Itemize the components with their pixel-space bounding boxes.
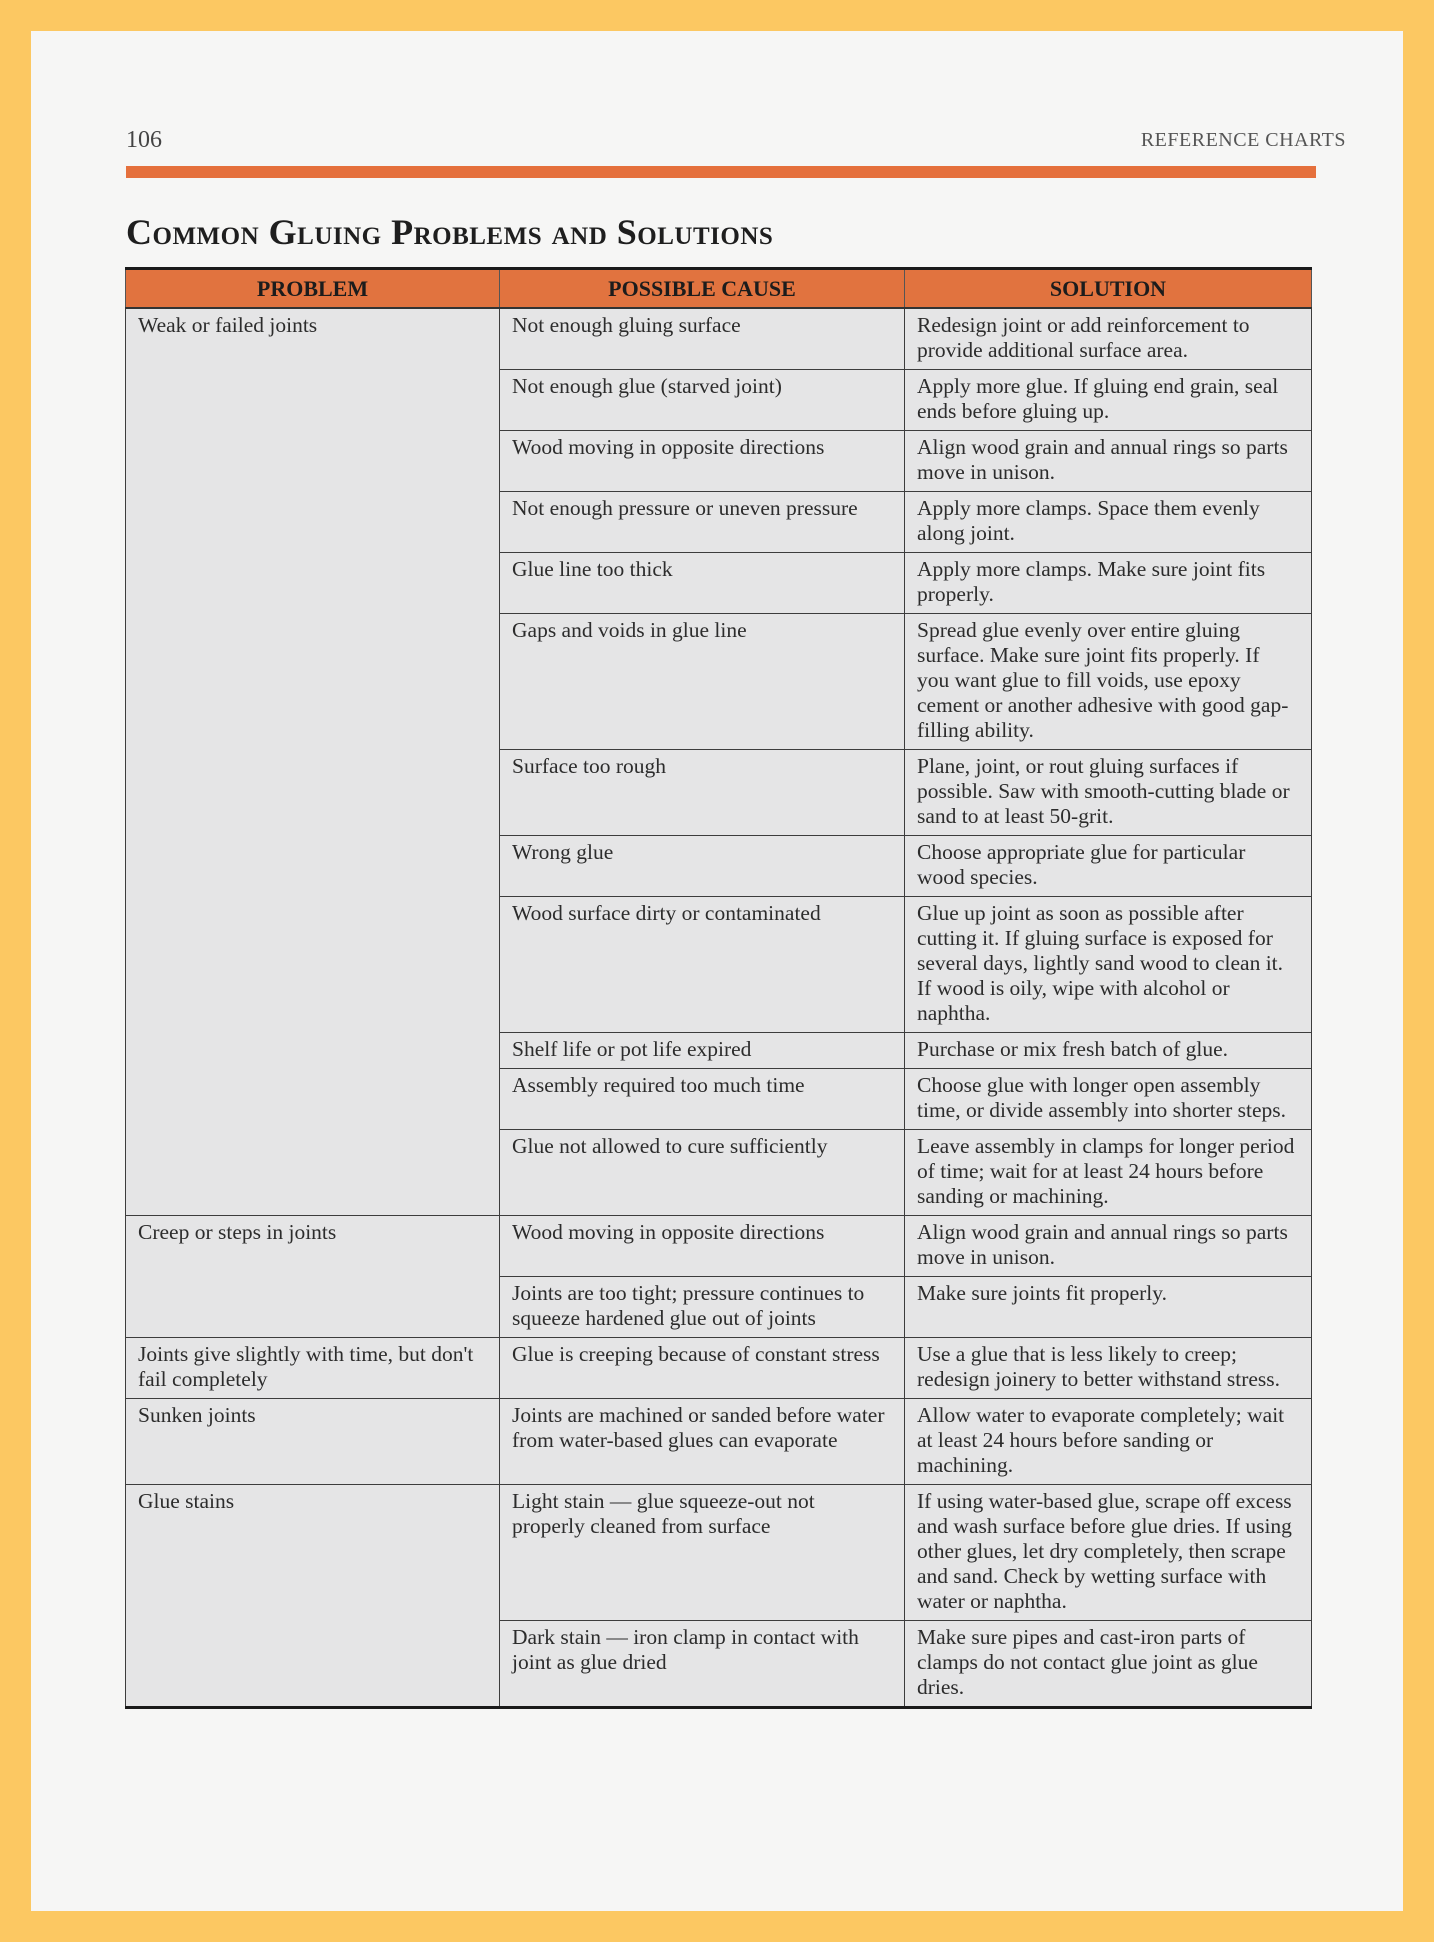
cause-cell: Wrong glue <box>500 836 905 897</box>
cause-cell: Assembly required too much time <box>500 1069 905 1130</box>
cause-cell: Dark stain — iron clamp in contact with joint as glue dried <box>500 1621 905 1708</box>
column-header-cause: POSSIBLE CAUSE <box>500 269 905 309</box>
header-rule <box>126 166 1316 178</box>
solution-cell: Leave assembly in clamps for longer period of time; wait for at least 24 hours before sanding or machining. <box>905 1130 1312 1216</box>
solution-cell: Redesign joint or add reinforcement to provide additional surface area. <box>905 308 1312 370</box>
cause-cell: Not enough pressure or uneven pressure <box>500 492 905 553</box>
table-row <box>126 1485 1312 1621</box>
page-header <box>126 127 1346 187</box>
solution-cell: Choose appropriate glue for particular wood species. <box>905 836 1312 897</box>
section-label: REFERENCE CHARTS <box>1140 129 1346 151</box>
solution-cell: Align wood grain and annual rings so parts move in unison. <box>905 1216 1312 1277</box>
table-header-row <box>126 269 1312 309</box>
solution-cell: Glue up joint as soon as possible after cutting it. If gluing surface is exposed for several days, lightly sand wood to clean it. If wood is oily, wipe with alcohol or naphtha. <box>905 897 1312 1033</box>
solution-cell: Choose glue with longer open assembly time, or divide assembly into shorter steps. <box>905 1069 1312 1130</box>
gluing-problems-table <box>125 267 1311 1709</box>
cause-cell: Glue not allowed to cure sufficiently <box>500 1130 905 1216</box>
cause-cell: Glue is creeping because of constant stress <box>500 1338 905 1399</box>
cause-cell: Wood surface dirty or contaminated <box>500 897 905 1033</box>
cause-cell: Wood moving in opposite directions <box>500 431 905 492</box>
table-row <box>126 1216 1312 1277</box>
page-number: 106 <box>126 127 162 153</box>
solution-cell: Apply more clamps. Make sure joint fits properly. <box>905 553 1312 614</box>
cause-cell: Surface too rough <box>500 750 905 836</box>
problem-cell: Joints give slightly with time, but don't fail completely <box>126 1338 500 1399</box>
page-title: Common Gluing Problems and Solutions <box>126 212 774 252</box>
solution-cell: Spread glue evenly over entire gluing surface. Make sure joint fits properly. If you want glue to fill voids, use epoxy cement or another adhesive with good gap-filling ability. <box>905 614 1312 750</box>
cause-cell: Glue line too thick <box>500 553 905 614</box>
problem-cell: Weak or failed joints <box>126 308 500 1216</box>
table-row <box>126 308 1312 370</box>
problem-cell: Glue stains <box>126 1485 500 1708</box>
cause-cell: Joints are too tight; pressure continues to squeeze hardened glue out of joints <box>500 1277 905 1338</box>
solution-cell: Make sure pipes and cast-iron parts of clamps do not contact glue joint as glue dries. <box>905 1621 1312 1708</box>
solution-cell: Use a glue that is less likely to creep; redesign joinery to better withstand stress. <box>905 1338 1312 1399</box>
solution-cell: Align wood grain and annual rings so parts move in unison. <box>905 431 1312 492</box>
solution-cell: If using water-based glue, scrape off excess and wash surface before glue dries. If using other glues, let dry completely, then scrape and sand. Check by wetting surface with water or naphtha. <box>905 1485 1312 1621</box>
book-page <box>31 31 1403 1911</box>
cause-cell: Light stain — glue squeeze-out not properly cleaned from surface <box>500 1485 905 1621</box>
problem-cell: Sunken joints <box>126 1399 500 1485</box>
solution-cell: Make sure joints fit properly. <box>905 1277 1312 1338</box>
solution-cell: Allow water to evaporate completely; wait at least 24 hours before sanding or machining. <box>905 1399 1312 1485</box>
cause-cell: Not enough gluing surface <box>500 308 905 370</box>
cause-cell: Shelf life or pot life expired <box>500 1033 905 1069</box>
solution-cell: Apply more clamps. Space them evenly along joint. <box>905 492 1312 553</box>
cause-cell: Wood moving in opposite directions <box>500 1216 905 1277</box>
table-row <box>126 1399 1312 1485</box>
cause-cell: Joints are machined or sanded before water from water-based glues can evaporate <box>500 1399 905 1485</box>
column-header-solution: SOLUTION <box>905 269 1312 309</box>
column-header-problem: PROBLEM <box>126 269 500 309</box>
table-row <box>126 1338 1312 1399</box>
solution-cell: Apply more glue. If gluing end grain, seal ends before gluing up. <box>905 370 1312 431</box>
cause-cell: Not enough glue (starved joint) <box>500 370 905 431</box>
problem-cell: Creep or steps in joints <box>126 1216 500 1338</box>
cause-cell: Gaps and voids in glue line <box>500 614 905 750</box>
solution-cell: Plane, joint, or rout gluing surfaces if possible. Saw with smooth-cutting blade or sand to at least 50-grit. <box>905 750 1312 836</box>
solution-cell: Purchase or mix fresh batch of glue. <box>905 1033 1312 1069</box>
